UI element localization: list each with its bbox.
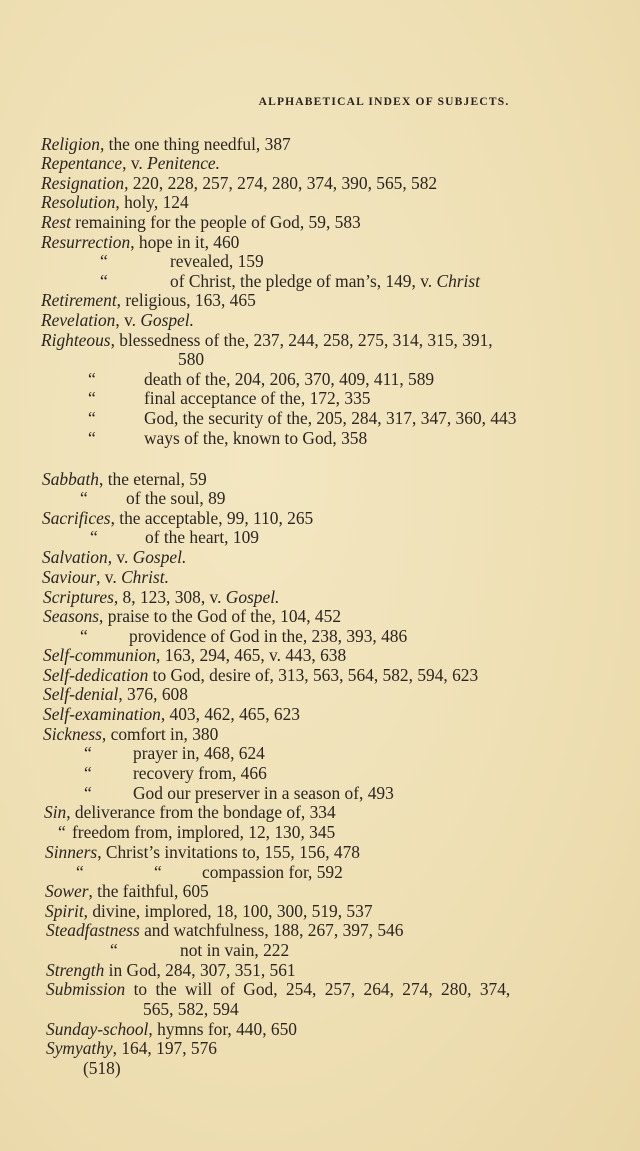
index-entry-sinners <box>45 842 360 862</box>
index-entry-revelation <box>41 310 194 330</box>
entry-term: Resolution <box>41 192 116 212</box>
index-entry-religion <box>41 134 291 154</box>
index-entry-saviour <box>42 567 169 587</box>
entry-term: Salvation <box>42 547 108 567</box>
ditto-mark: “ <box>58 822 66 842</box>
entry-term: Scriptures <box>43 587 114 607</box>
entry-text: , the one thing needful, 387 <box>99 134 291 154</box>
entry-cross-reference: Gospel. <box>132 547 187 567</box>
index-entry-resignation <box>41 173 437 193</box>
index-subentry: death of the, 204, 206, 370, 409, 411, 589 <box>144 369 435 389</box>
entry-text: , comfort in, 380 <box>101 724 219 744</box>
entry-term: Resurrection <box>41 232 131 252</box>
entry-text: of Christ, the pledge of man’s, 149, v. <box>170 271 437 291</box>
running-header: ALPHABETICAL INDEX OF SUBJECTS. <box>258 96 510 108</box>
index-entry-sacrifices <box>42 508 313 528</box>
index-entry-scriptures <box>43 587 279 607</box>
index-entry-sickness <box>43 724 218 744</box>
entry-term: Sunday-school <box>46 1019 149 1039</box>
entry-cross-reference: Gospel. <box>225 587 280 607</box>
ditto-mark: “ <box>100 251 108 271</box>
entry-text: , 163, 294, 465, v. 443, 638 <box>156 645 347 665</box>
ditto-mark: “ <box>154 862 162 882</box>
entry-term: Sacrifices <box>42 508 111 528</box>
entry-term: Saviour <box>42 567 97 587</box>
index-subentry: of the soul, 89 <box>126 488 226 508</box>
index-entry-symyathy <box>46 1038 217 1058</box>
index-subentry: providence of God in the, 238, 393, 486 <box>129 626 408 646</box>
entry-term: Revelation <box>41 310 116 330</box>
entry-term: Retirement <box>41 290 117 310</box>
ditto-mark: “ <box>80 488 88 508</box>
index-entry-self-dedication <box>43 665 478 685</box>
ditto-mark: “ <box>88 388 96 408</box>
entry-continuation: 565, 582, 594 <box>143 999 239 1019</box>
entry-term: Sin <box>44 802 67 822</box>
entry-term: Repentance <box>41 153 123 173</box>
entry-term: Religion <box>41 134 100 154</box>
ditto-mark: “ <box>84 763 92 783</box>
entry-term: Rest <box>41 212 71 232</box>
entry-text: , Christ’s invitations to, 155, 156, 478 <box>97 842 360 862</box>
entry-text: remaining for the people of God, 59, 583 <box>70 212 361 232</box>
ditto-mark: “ <box>100 271 108 291</box>
entry-term: Sinners <box>45 842 98 862</box>
entry-text: , divine, implored, 18, 100, 300, 519, 537 <box>83 901 373 921</box>
index-entry-strength <box>46 960 296 980</box>
index-entry-salvation <box>42 547 186 567</box>
index-entry-repentance <box>41 153 220 173</box>
entry-text: to God, desire of, 313, 563, 564, 582, 594, 623 <box>148 665 479 685</box>
index-subentry <box>170 271 480 291</box>
index-subentry: of the heart, 109 <box>145 527 259 547</box>
entry-text: to the will of God, 254, 257, 264, 274, 280, 374, <box>125 979 511 999</box>
index-subentry: not in vain, 222 <box>180 940 290 960</box>
entry-text: , the acceptable, 99, 110, 265 <box>110 508 314 528</box>
index-subentry: revealed, 159 <box>170 251 264 271</box>
entry-text: , holy, 124 <box>115 192 189 212</box>
entry-term: Spirit <box>45 901 84 921</box>
entry-cross-reference: Gospel. <box>140 310 194 330</box>
entry-term: Sabbath <box>42 469 100 489</box>
ditto-mark: “ <box>84 783 92 803</box>
index-entry-resolution <box>41 192 189 212</box>
entry-term: Seasons <box>43 606 100 626</box>
index-subentry: recovery from, 466 <box>133 763 267 783</box>
index-subentry: compassion for, 592 <box>202 862 343 882</box>
index-entry-self-denial <box>43 684 188 704</box>
index-subentry: ways of the, known to God, 358 <box>144 428 368 448</box>
page-number: (518) <box>83 1058 121 1078</box>
entry-term: Self-communion <box>43 645 157 665</box>
index-entry-steadfastness <box>46 920 403 940</box>
entry-text: , 8, 123, 308, v. <box>113 587 226 607</box>
entry-term: Self-dedication <box>43 665 149 685</box>
entry-term: Submission <box>46 979 126 999</box>
index-entry-righteous <box>41 330 493 350</box>
index-entry-submission <box>46 979 510 999</box>
ditto-mark: “ <box>88 408 96 428</box>
entry-term: Righteous <box>41 330 111 350</box>
entry-term: Self-examination <box>43 704 161 724</box>
entry-cross-reference: Christ. <box>121 567 169 587</box>
index-entry-resurrection <box>41 232 239 252</box>
entry-text: , religious, 163, 465 <box>116 290 256 310</box>
entry-cross-reference: Christ <box>436 271 480 291</box>
entry-text: , v. <box>107 547 133 567</box>
entry-term: Steadfastness <box>46 920 140 940</box>
ditto-mark: “ <box>110 940 118 960</box>
index-entry-sabbath <box>42 469 207 489</box>
index-entry-spirit <box>45 901 373 921</box>
entry-term: Strength <box>46 960 105 980</box>
index-subentry: final acceptance of the, 172, 335 <box>144 388 371 408</box>
index-subentry: God, the security of the, 205, 284, 317, 347, 360, 443 <box>144 408 517 428</box>
entry-text: and watchfulness, 188, 267, 397, 546 <box>139 920 404 940</box>
entry-text: , hymns for, 440, 650 <box>148 1019 297 1039</box>
index-entry-sower <box>45 881 209 901</box>
index-subentry: freedom from, implored, 12, 130, 345 <box>72 822 336 842</box>
ditto-mark: “ <box>76 862 84 882</box>
ditto-mark: “ <box>88 428 96 448</box>
entry-cross-reference: Penitence. <box>147 153 220 173</box>
entry-text: in God, 284, 307, 351, 561 <box>104 960 296 980</box>
ditto-mark: “ <box>84 743 92 763</box>
entry-term: Self-denial <box>43 684 119 704</box>
index-entry-self-communion <box>43 645 346 665</box>
entry-text: , 220, 228, 257, 274, 280, 374, 390, 565, 582 <box>124 173 438 193</box>
entry-text: , 403, 462, 465, 623 <box>160 704 300 724</box>
entry-term: Sower <box>45 881 89 901</box>
index-entry-sin <box>44 802 336 822</box>
index-subentry: God our preserver in a season of, 493 <box>133 783 394 803</box>
index-entry-rest <box>41 212 361 232</box>
entry-text: , v. <box>122 153 148 173</box>
index-entry-sunday-school <box>46 1019 297 1039</box>
entry-term: Sickness <box>43 724 102 744</box>
entry-text: , v. <box>96 567 122 587</box>
index-entry-retirement <box>41 290 256 310</box>
entry-text: , blessedness of the, 237, 244, 258, 275, 314, 315, 391, <box>110 330 493 350</box>
index-entry-seasons <box>43 606 341 626</box>
entry-term: Symyathy <box>46 1038 113 1058</box>
ditto-mark: “ <box>88 369 96 389</box>
ditto-mark: “ <box>90 527 98 547</box>
index-entry-self-examination <box>43 704 300 724</box>
index-subentry: prayer in, 468, 624 <box>133 743 265 763</box>
entry-text: , praise to the God of the, 104, 452 <box>99 606 342 626</box>
entry-text: , the eternal, 59 <box>99 469 207 489</box>
entry-text: , v. <box>115 310 141 330</box>
entry-text: , the faithful, 605 <box>88 881 209 901</box>
entry-text: , deliverance from the bondage of, 334 <box>66 802 336 822</box>
entry-text: , 164, 197, 576 <box>112 1038 217 1058</box>
entry-term: Resignation <box>41 173 125 193</box>
entry-text: , 376, 608 <box>118 684 188 704</box>
entry-continuation: 580 <box>178 349 205 369</box>
entry-text: , hope in it, 460 <box>130 232 240 252</box>
ditto-mark: “ <box>80 626 88 646</box>
